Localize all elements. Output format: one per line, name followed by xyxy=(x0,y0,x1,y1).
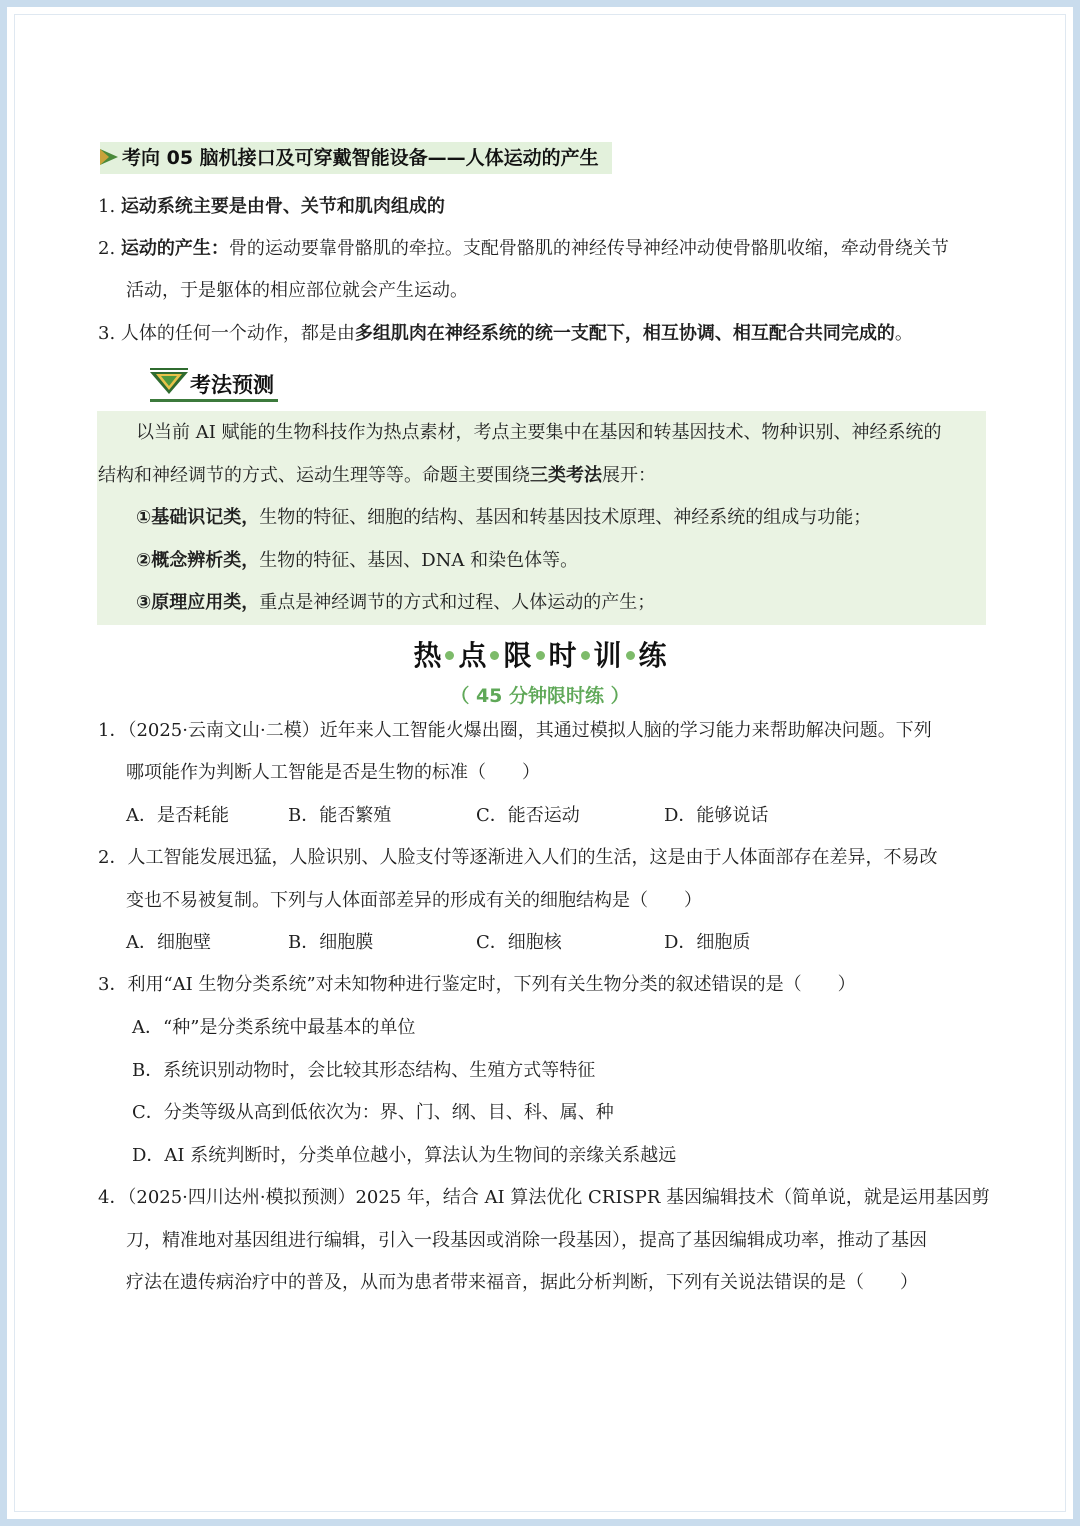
question-4-line-3: 疗法在遗传病治疗中的普及，从而为患者带来福音，据此分析判断，下列有关说法错误的是（ ） xyxy=(126,1272,918,1293)
question-4-line-1: 4．（2025·四川达州·模拟预测）2025 年，结合 AI 算法优化 CRISPR 基因编辑技术（简单说，就是运用基因剪 xyxy=(98,1187,990,1208)
section-title: 考向 05 脑机接口及可穿戴智能设备——人体运动的产生 xyxy=(122,147,599,169)
kaofa-para-2: 结构和神经调节的方式、运动生理等等。命题主要围绕三类考法展开： xyxy=(98,465,656,486)
kaofa-item-2: ②概念辨析类，生物的特征、基因、DNA 和染色体等。 xyxy=(136,550,579,571)
question-3-line-1: 3．利用“AI 生物分类系统”对未知物种进行鉴定时，下列有关生物分类的叙述错误的是（ ） xyxy=(98,974,856,995)
point-1: 1. 运动系统主要是由骨、关节和肌肉组成的 xyxy=(98,196,445,217)
kaofa-diamond-icon xyxy=(148,364,190,398)
kaofa-underline xyxy=(150,399,278,402)
triangle-arrow-icon xyxy=(100,147,120,167)
question-1-line-2: 哪项能作为判断人工智能是否是生物的标准（ ） xyxy=(126,762,540,783)
practice-subtitle: （ 45 分钟限时练 ） xyxy=(450,685,630,707)
point-2: 2. 运动的产生：骨的运动要靠骨骼肌的牵拉。支配骨骼肌的神经传导神经冲动使骨骼肌收缩，牵动骨绕关节 xyxy=(98,238,949,259)
q3-option-a[interactable]: A．“种”是分类系统中最基本的单位 xyxy=(132,1017,416,1038)
question-2-line-2: 变也不易被复制。下列与人体面部差异的形成有关的细胞结构是（ ） xyxy=(126,890,702,911)
q2-option-b[interactable]: B．细胞膜 xyxy=(288,932,374,953)
kaofa-item-1: ①基础识记类，生物的特征、细胞的结构、基因和转基因技术原理、神经系统的组成与功能； xyxy=(136,507,872,528)
q2-option-c[interactable]: C．细胞核 xyxy=(476,932,562,953)
q2-option-d[interactable]: D．细胞质 xyxy=(664,932,751,953)
q1-option-d[interactable]: D．能够说话 xyxy=(664,805,769,826)
point-3: 3. 人体的任何一个动作，都是由多组肌肉在神经系统的统一支配下，相互协调、相互配合共同完成的。 xyxy=(98,323,913,344)
q3-option-c[interactable]: C．分类等级从高到低依次为：界、门、纲、目、科、属、种 xyxy=(132,1102,614,1123)
q1-option-a[interactable]: A．是否耗能 xyxy=(126,805,229,826)
kaofa-title: 考法预测 xyxy=(190,373,274,397)
q2-option-a[interactable]: A．细胞壁 xyxy=(126,932,211,953)
kaofa-para-1: 以当前 AI 赋能的生物科技作为热点素材，考点主要集中在基因和转基因技术、物种识别、神经系统的 xyxy=(136,422,942,443)
q1-option-b[interactable]: B．能否繁殖 xyxy=(288,805,392,826)
q3-option-d[interactable]: D．AI 系统判断时，分类单位越小，算法认为生物间的亲缘关系越远 xyxy=(132,1145,677,1166)
question-4-line-2: 刀，精准地对基因组进行编辑，引入一段基因或消除一段基因），提高了基因编辑成功率，推动了基因 xyxy=(126,1230,927,1251)
q1-option-c[interactable]: C．能否运动 xyxy=(476,805,580,826)
question-2-line-1: 2．人工智能发展迅猛，人脸识别、人脸支付等逐渐进入人们的生活，这是由于人体面部存在差异，不易改 xyxy=(98,847,938,868)
q3-option-b[interactable]: B．系统识别动物时，会比较其形态结构、生殖方式等特征 xyxy=(132,1060,596,1081)
practice-title: 热 点 限 时 训 练 xyxy=(413,639,667,672)
point-2-cont: 活动，于是躯体的相应部位就会产生运动。 xyxy=(126,280,468,301)
kaofa-item-3: ③原理应用类，重点是神经调节的方式和过程、人体运动的产生； xyxy=(136,592,656,613)
question-1-line-1: 1．（2025·云南文山·二模）近年来人工智能火爆出圈，其通过模拟人脑的学习能力来帮助解决问题。下列 xyxy=(98,720,932,741)
